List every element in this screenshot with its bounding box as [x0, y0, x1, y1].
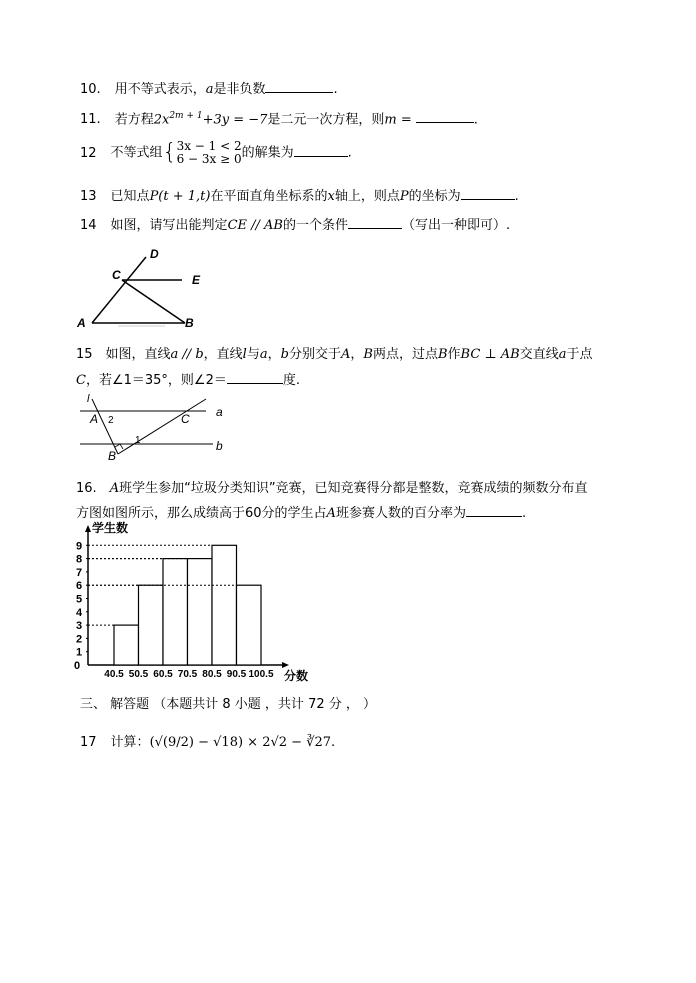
- math-var: B: [437, 347, 448, 362]
- label-c: C: [112, 268, 121, 282]
- math-var: P: [399, 189, 409, 204]
- x-tick-label: 40.5: [104, 669, 124, 680]
- math-var: B: [363, 347, 373, 362]
- histogram-chart: [62, 518, 322, 686]
- question-text: ，直线: [203, 347, 243, 362]
- bar: [163, 559, 188, 665]
- question-text: 16.: [76, 481, 110, 496]
- question-text: 的坐标为: [408, 189, 461, 204]
- math-var: a: [259, 347, 268, 362]
- question-number: 12: [80, 145, 97, 161]
- question-text: 与: [246, 347, 260, 362]
- period: .: [333, 82, 338, 97]
- question-text: 于点: [566, 347, 593, 362]
- math-var: a: [558, 347, 567, 362]
- y-tick-label: 4: [76, 606, 83, 619]
- math-var: A: [340, 347, 351, 362]
- math-var: l: [242, 347, 247, 362]
- question-text: 轴上，则点: [334, 189, 400, 204]
- question-text: 如图，请写出能判定: [110, 218, 228, 233]
- x-tick-label: 60.5: [153, 669, 173, 680]
- question-text: 是非负数: [213, 82, 266, 97]
- math-var: C: [76, 373, 86, 388]
- answer-blank[interactable]: [294, 142, 348, 157]
- x-axis-label: 分数: [284, 669, 309, 683]
- question-text: 若方程: [114, 112, 154, 128]
- question-text: 班参赛人数的百分率为: [335, 506, 466, 521]
- question-13: [80, 185, 519, 206]
- label-e: E: [192, 273, 201, 287]
- figure-15: [78, 390, 238, 462]
- question-14: [80, 214, 510, 235]
- inequality-system: [177, 140, 242, 166]
- y-tick-label: 7: [76, 566, 83, 579]
- question-text: 两点，过点: [372, 347, 438, 362]
- label-l: l: [87, 393, 90, 405]
- question-text: 已知点: [110, 189, 150, 204]
- bar: [188, 559, 213, 665]
- question-11: [80, 107, 478, 129]
- math-var: A: [326, 506, 336, 521]
- x-tick-label: 80.5: [202, 669, 222, 680]
- math-var: a: [205, 82, 214, 97]
- math-expression: CE // AB: [227, 218, 283, 233]
- math-expression: (√(9/2) − √18) × 2√2 − ∛27.: [149, 735, 336, 750]
- question-text: （写出一种即可）.: [401, 218, 511, 233]
- question-number: 13: [80, 189, 97, 204]
- label-a: A: [77, 316, 86, 330]
- question-10: [80, 78, 338, 99]
- segment-cb: [122, 280, 185, 323]
- question-text: 分别交于: [288, 347, 341, 362]
- x-tick-label: 50.5: [128, 669, 149, 680]
- label-angle-1: 1: [135, 435, 141, 446]
- question-15-line-1: [76, 346, 593, 364]
- section-title: 三、 解答题 （本题共计 8 小题 ，共计 72 分 ， ）: [80, 697, 377, 712]
- question-text: 作: [447, 347, 461, 362]
- math-var: b: [280, 347, 289, 362]
- question-text: 是二元一次方程，则: [267, 112, 385, 128]
- y-tick-label: 0: [74, 660, 81, 672]
- question-number: 17: [80, 735, 97, 750]
- x-tick-label: 100.5: [248, 669, 274, 680]
- bar: [139, 585, 164, 665]
- label-a-point: A: [90, 412, 99, 426]
- question-17: [80, 734, 335, 752]
- label-c: C: [181, 412, 190, 426]
- question-text: 在平面直角坐标系的: [210, 189, 328, 204]
- y-axis-arrow: [85, 525, 91, 532]
- label-line-b: b: [216, 439, 223, 453]
- question-text: 交直线: [519, 347, 559, 362]
- question-number: 10.: [80, 82, 101, 97]
- question-text: 度.: [282, 373, 300, 388]
- math-var: x: [327, 189, 335, 204]
- question-text: 15 如图，直线: [76, 347, 171, 362]
- label-line-a: a: [216, 405, 223, 419]
- y-tick-label: 5: [76, 593, 83, 606]
- brace: {: [162, 140, 177, 165]
- period: .: [473, 112, 478, 128]
- answer-blank[interactable]: [265, 78, 333, 93]
- figure-14: [70, 244, 220, 334]
- question-15-line-2: [76, 369, 300, 390]
- label-b-point: B: [108, 449, 117, 462]
- bar: [114, 625, 139, 665]
- inequality-1: 3x − 1 < 2: [176, 139, 242, 153]
- question-12: [80, 140, 352, 166]
- math-expression: 2x: [153, 112, 170, 128]
- segment-bc: [118, 399, 206, 454]
- bar: [237, 585, 262, 665]
- math-var: A: [109, 481, 120, 496]
- question-text: 的解集为: [241, 145, 294, 161]
- line-l: [92, 399, 118, 454]
- y-tick-label: 2: [76, 633, 83, 646]
- question-text: ，若∠1＝35°，则∠2＝: [85, 373, 227, 388]
- y-tick-label: 8: [76, 553, 83, 566]
- math-expression: BC ⊥ AB: [460, 347, 520, 362]
- question-text: 的一个条件: [282, 218, 348, 233]
- answer-blank[interactable]: [348, 214, 402, 229]
- section-3-header: [80, 696, 376, 714]
- x-axis-arrow: [282, 662, 289, 668]
- y-axis-label: 学生数: [92, 521, 129, 535]
- answer-blank[interactable]: [416, 108, 474, 123]
- period: .: [347, 145, 352, 161]
- label-angle-2: 2: [108, 415, 114, 426]
- period: .: [521, 506, 527, 521]
- question-16-line-1: [76, 480, 588, 498]
- math-expression: +3y = −7: [202, 112, 268, 128]
- question-text: 用不等式表示，: [114, 82, 206, 97]
- math-exponent: 2m + 1: [169, 111, 203, 121]
- y-tick-label: 9: [76, 540, 83, 553]
- question-text: 计算：: [110, 735, 150, 750]
- label-d: D: [150, 247, 159, 261]
- bar: [212, 545, 237, 665]
- right-angle-mark: [115, 444, 123, 449]
- question-number: 11.: [80, 112, 101, 128]
- math-expression: P(t + 1,t): [149, 189, 211, 204]
- answer-blank[interactable]: [227, 369, 283, 384]
- y-tick-label: 1: [76, 646, 83, 659]
- math-var: m =: [384, 112, 412, 128]
- x-tick-label: 90.5: [226, 669, 247, 680]
- x-tick-label: 70.5: [177, 669, 198, 680]
- y-tick-label: 6: [76, 580, 83, 593]
- period: .: [514, 189, 519, 204]
- answer-blank[interactable]: [461, 185, 515, 200]
- inequality-2: 6 − 3x ≥ 0: [176, 152, 242, 166]
- answer-blank[interactable]: [466, 502, 522, 517]
- question-number: 14: [80, 218, 97, 233]
- label-b: B: [185, 316, 194, 330]
- math-expression: a // b: [170, 347, 204, 362]
- question-text: ，: [350, 347, 364, 362]
- question-text: 方图如图所示，那么成绩高于60分的学生占: [76, 506, 327, 521]
- question-text: 班学生参加“垃圾分类知识”竞赛，已知竞赛得分都是整数，竞赛成绩的频数分布直: [119, 481, 588, 496]
- y-tick-label: 3: [76, 620, 83, 633]
- question-text: ，: [267, 347, 281, 362]
- question-text: 不等式组: [110, 145, 163, 161]
